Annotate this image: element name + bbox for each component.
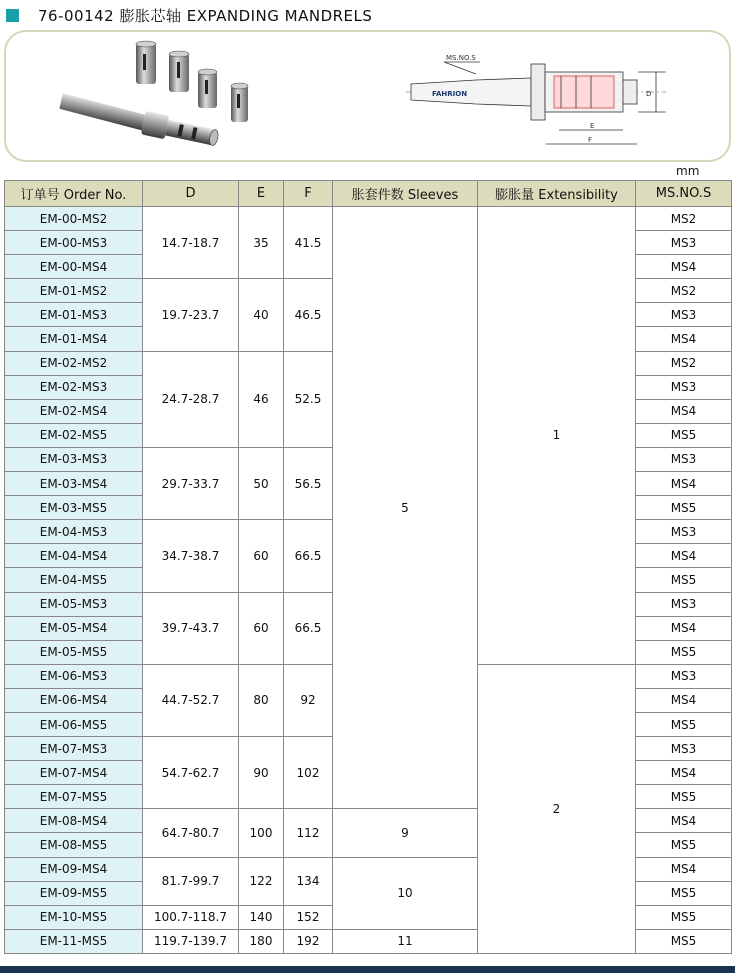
mandrel-photo xyxy=(58,93,220,150)
ms-no-cell: MS2 xyxy=(636,351,732,375)
ms-no-cell: MS3 xyxy=(636,592,732,616)
ms-no-cell: MS4 xyxy=(636,857,732,881)
ms-no-cell: MS2 xyxy=(636,207,732,231)
f-value-cell: 66.5 xyxy=(284,520,333,592)
ms-no-cell: MS2 xyxy=(636,279,732,303)
ms-no-cell: MS5 xyxy=(636,833,732,857)
order-no-cell: EM-07-MS5 xyxy=(5,785,143,809)
page-header xyxy=(0,0,735,30)
drawing-label-e: E xyxy=(590,122,595,130)
order-no-cell: EM-11-MS5 xyxy=(5,929,143,953)
order-no-cell: EM-03-MS5 xyxy=(5,496,143,520)
ms-no-cell: MS5 xyxy=(636,712,732,736)
f-value-cell: 134 xyxy=(284,857,333,905)
ms-no-cell: MS4 xyxy=(636,809,732,833)
order-no-cell: EM-09-MS4 xyxy=(5,857,143,881)
ms-no-cell: MS3 xyxy=(636,664,732,688)
f-value-cell: 102 xyxy=(284,737,333,809)
d-range-cell: 14.7-18.7 xyxy=(143,207,239,279)
order-no-cell: EM-05-MS4 xyxy=(5,616,143,640)
order-no-cell: EM-03-MS3 xyxy=(5,447,143,471)
table-header-row xyxy=(5,181,732,207)
ms-no-cell: MS4 xyxy=(636,761,732,785)
f-value-cell: 92 xyxy=(284,664,333,736)
ms-no-cell: MS3 xyxy=(636,447,732,471)
ms-no-cell: MS3 xyxy=(636,375,732,399)
footer-bar xyxy=(0,966,735,973)
order-no-cell: EM-02-MS4 xyxy=(5,399,143,423)
order-no-cell: EM-05-MS3 xyxy=(5,592,143,616)
d-range-cell: 24.7-28.7 xyxy=(143,351,239,447)
header-sleeves: 胀套件数 Sleeves xyxy=(333,181,478,207)
order-no-cell: EM-04-MS5 xyxy=(5,568,143,592)
ms-no-cell: MS3 xyxy=(636,231,732,255)
order-no-cell: EM-02-MS2 xyxy=(5,351,143,375)
order-no-cell: EM-06-MS4 xyxy=(5,688,143,712)
ms-no-cell: MS4 xyxy=(636,616,732,640)
order-no-cell: EM-00-MS4 xyxy=(5,255,143,279)
product-figure-panel xyxy=(4,30,731,162)
d-range-cell: 64.7-80.7 xyxy=(143,809,239,857)
e-value-cell: 46 xyxy=(239,351,284,447)
product-illustration xyxy=(6,32,729,160)
unit-label: mm xyxy=(676,164,700,178)
e-value-cell: 60 xyxy=(239,520,284,592)
ms-no-cell: MS4 xyxy=(636,472,732,496)
extensibility-cell: 1 xyxy=(478,207,636,665)
ms-no-cell: MS5 xyxy=(636,881,732,905)
order-no-cell: EM-06-MS5 xyxy=(5,712,143,736)
ms-no-cell: MS5 xyxy=(636,568,732,592)
d-range-cell: 54.7-62.7 xyxy=(143,737,239,809)
header-ms: MS.NO.S xyxy=(636,181,732,207)
order-no-cell: EM-07-MS3 xyxy=(5,737,143,761)
d-range-cell: 29.7-33.7 xyxy=(143,447,239,519)
ms-no-cell: MS5 xyxy=(636,423,732,447)
sleeves-cell: 11 xyxy=(333,929,478,953)
e-value-cell: 140 xyxy=(239,905,284,929)
e-value-cell: 35 xyxy=(239,207,284,279)
ms-no-cell: MS5 xyxy=(636,640,732,664)
ms-no-cell: MS4 xyxy=(636,688,732,712)
e-value-cell: 50 xyxy=(239,447,284,519)
ms-no-cell: MS4 xyxy=(636,399,732,423)
f-value-cell: 56.5 xyxy=(284,447,333,519)
d-range-cell: 19.7-23.7 xyxy=(143,279,239,351)
table-row xyxy=(5,207,732,231)
order-no-cell: EM-04-MS3 xyxy=(5,520,143,544)
f-value-cell: 52.5 xyxy=(284,351,333,447)
order-no-cell: EM-09-MS5 xyxy=(5,881,143,905)
page-title: 76-00142 膨胀芯轴 EXPANDING MANDRELS xyxy=(38,7,373,25)
order-no-cell: EM-08-MS5 xyxy=(5,833,143,857)
order-no-cell: EM-01-MS4 xyxy=(5,327,143,351)
d-range-cell: 119.7-139.7 xyxy=(143,929,239,953)
e-value-cell: 180 xyxy=(239,929,284,953)
sleeves-cell: 9 xyxy=(333,809,478,857)
order-no-cell: EM-05-MS5 xyxy=(5,640,143,664)
ms-no-cell: MS3 xyxy=(636,303,732,327)
order-no-cell: EM-01-MS3 xyxy=(5,303,143,327)
order-no-cell: EM-10-MS5 xyxy=(5,905,143,929)
ms-no-cell: MS5 xyxy=(636,785,732,809)
ms-no-cell: MS3 xyxy=(636,737,732,761)
f-value-cell: 66.5 xyxy=(284,592,333,664)
order-no-cell: EM-04-MS4 xyxy=(5,544,143,568)
order-no-cell: EM-00-MS3 xyxy=(5,231,143,255)
technical-drawing xyxy=(406,62,666,144)
header-order: 订单号 Order No. xyxy=(5,181,143,207)
e-value-cell: 100 xyxy=(239,809,284,857)
order-no-cell: EM-02-MS3 xyxy=(5,375,143,399)
sleeves-cell: 10 xyxy=(333,857,478,929)
d-range-cell: 81.7-99.7 xyxy=(143,857,239,905)
sleeves-group xyxy=(136,41,248,122)
e-value-cell: 122 xyxy=(239,857,284,905)
drawing-brand: FAHRION xyxy=(432,90,468,98)
d-range-cell: 44.7-52.7 xyxy=(143,664,239,736)
f-value-cell: 192 xyxy=(284,929,333,953)
ms-no-cell: MS5 xyxy=(636,905,732,929)
e-value-cell: 60 xyxy=(239,592,284,664)
header-extensibility: 膨胀量 Extensibility xyxy=(478,181,636,207)
order-no-cell: EM-00-MS2 xyxy=(5,207,143,231)
spec-table xyxy=(4,180,732,954)
f-value-cell: 112 xyxy=(284,809,333,857)
ms-no-cell: MS5 xyxy=(636,929,732,953)
header-e: E xyxy=(239,181,284,207)
e-value-cell: 80 xyxy=(239,664,284,736)
order-no-cell: EM-01-MS2 xyxy=(5,279,143,303)
order-no-cell: EM-06-MS3 xyxy=(5,664,143,688)
d-range-cell: 34.7-38.7 xyxy=(143,520,239,592)
drawing-label-ms: MS.NO.S xyxy=(446,54,476,62)
e-value-cell: 90 xyxy=(239,737,284,809)
header-d: D xyxy=(143,181,239,207)
f-value-cell: 46.5 xyxy=(284,279,333,351)
ms-no-cell: MS5 xyxy=(636,496,732,520)
d-range-cell: 100.7-118.7 xyxy=(143,905,239,929)
drawing-label-f: F xyxy=(588,136,593,144)
ms-no-cell: MS4 xyxy=(636,327,732,351)
d-range-cell: 39.7-43.7 xyxy=(143,592,239,664)
order-no-cell: EM-08-MS4 xyxy=(5,809,143,833)
title-square-icon xyxy=(6,9,19,22)
sleeves-cell: 5 xyxy=(333,207,478,809)
e-value-cell: 40 xyxy=(239,279,284,351)
order-no-cell: EM-02-MS5 xyxy=(5,423,143,447)
order-no-cell: EM-07-MS4 xyxy=(5,761,143,785)
f-value-cell: 41.5 xyxy=(284,207,333,279)
f-value-cell: 152 xyxy=(284,905,333,929)
ms-no-cell: MS4 xyxy=(636,255,732,279)
header-f: F xyxy=(284,181,333,207)
order-no-cell: EM-03-MS4 xyxy=(5,472,143,496)
extensibility-cell: 2 xyxy=(478,664,636,953)
drawing-label-d: D xyxy=(646,90,652,98)
ms-no-cell: MS3 xyxy=(636,520,732,544)
ms-no-cell: MS4 xyxy=(636,544,732,568)
